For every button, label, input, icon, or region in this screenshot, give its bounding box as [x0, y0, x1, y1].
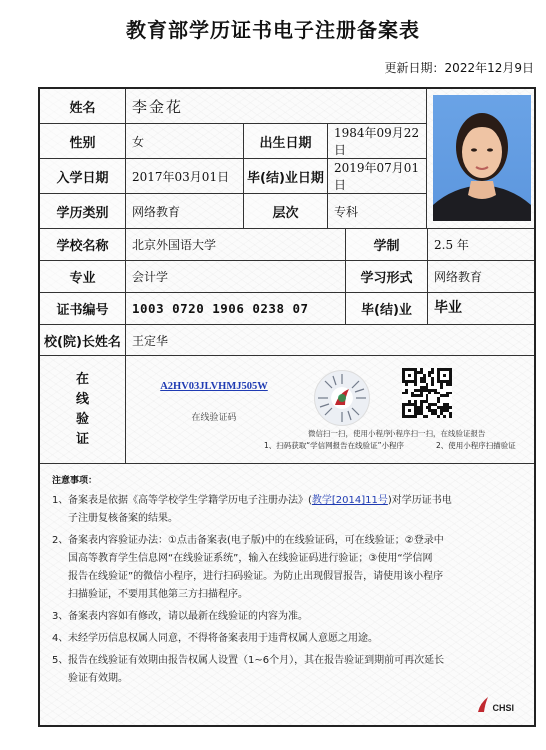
name-label: 姓名 — [40, 89, 126, 124]
mini-program-code-icon — [315, 371, 369, 425]
major-label: 专业 — [40, 261, 126, 293]
note-2-text-d: 扫描验证，不要用其他第三方扫描程序。 — [68, 589, 248, 600]
note-5-number: 5、 — [52, 655, 69, 666]
notes-heading: 注意事项： — [52, 476, 98, 486]
note-1-text-a: 备案表是依据《高等学校学生学籍学历电子注册办法》( — [68, 495, 312, 506]
study-form-value: 网络教育 — [428, 261, 534, 293]
note-2 — [52, 532, 506, 604]
grad-date-label: 毕(结)业日期 — [244, 159, 328, 194]
online-verify-box — [126, 356, 534, 464]
mini-program-code[interactable] — [314, 370, 370, 426]
update-date — [385, 59, 534, 76]
chsi-logo-icon — [476, 695, 490, 713]
study-form-label: 学习形式 — [346, 261, 428, 293]
qr-caption: 小程序扫一扫，在线验证报告 — [388, 429, 486, 438]
chsi-logo-text: CHSI — [492, 703, 514, 713]
verify-code-link[interactable]: A2HV03JLVHMJ505W — [160, 381, 268, 392]
enroll-label: 入学日期 — [40, 159, 126, 194]
note-4-number: 4、 — [52, 633, 69, 644]
principal-value: 王定华 — [126, 325, 534, 356]
note-2-number: 2、 — [52, 535, 69, 546]
grad-status-label: 毕(结)业 — [346, 293, 428, 325]
level-label: 层次 — [244, 194, 328, 229]
note-1-text-b: )对学历证书电 — [387, 495, 452, 506]
note-1-number: 1、 — [52, 495, 69, 506]
notes-section — [40, 464, 534, 725]
edu-type-value: 网络教育 — [126, 194, 244, 229]
step-2-caption: 2、使用小程序扫描验证 — [436, 441, 516, 450]
grad-status-value: 毕业 — [428, 293, 534, 325]
mini-program-caption: 微信扫一扫，使用小程序 — [308, 429, 391, 438]
gender-value: 女 — [126, 124, 244, 159]
portrait-image — [433, 95, 531, 221]
online-verify-label — [40, 356, 126, 464]
duration-label: 学制 — [346, 229, 428, 261]
principal-label: 校(院)长姓名 — [40, 325, 126, 356]
qr-module — [449, 415, 452, 418]
note-2-text-c: 报告在线验证”的微信小程序，进行扫码验证。为防止出现假冒报告，请使用该小程序 — [68, 571, 444, 582]
major-value: 会计学 — [126, 261, 346, 293]
note-3-text: 备案表内容如有修改，请以最新在线验证的内容为准。 — [68, 611, 308, 622]
verify-code-caption: 在线验证码 — [191, 413, 237, 423]
verify-char-4: 证 — [75, 431, 89, 447]
note-4-text: 未经学历信息权属人同意，不得将备案表用于违背权属人意愿之用途。 — [68, 633, 378, 644]
name-value: 李金花 — [126, 89, 427, 124]
document-title: 教育部学历证书电子注册备案表 — [126, 18, 420, 42]
cert-no-label: 证书编号 — [40, 293, 126, 325]
note-2-text-b: 国高等教育学生信息网“在线验证系统”，输入在线验证码进行验证；③使用“学信网 — [68, 553, 433, 564]
note-1-text-c: 子注册复核备案的结果。 — [68, 513, 178, 524]
chsi-logo — [476, 695, 514, 713]
verify-char-1: 在 — [75, 371, 89, 387]
edu-type-label: 学历类别 — [40, 194, 126, 229]
verify-char-2: 线 — [75, 391, 89, 407]
note-2-text-a: 备案表内容验证办法：①点击备案表(电子版)中的在线验证码，可在线验证；②登录中 — [68, 535, 444, 546]
note-5-text-a: 报告在线验证有效期由报告权属人设置（1~6个月），其在报告验证到期前可再次延长 — [68, 655, 445, 666]
enroll-value: 2017年03月01日 — [126, 159, 244, 194]
note-4 — [52, 630, 506, 648]
registration-form — [38, 87, 536, 727]
note-5-text-b: 验证有效期。 — [68, 673, 128, 684]
step-1-caption: 1、扫码获取“学信网报告在线验证”小程序 — [264, 441, 405, 450]
gender-label: 性别 — [40, 124, 126, 159]
note-1 — [52, 492, 506, 528]
update-date-value: 2022年12月9日 — [444, 61, 534, 75]
cert-no-value: 1003 0720 1906 0238 07 — [126, 293, 346, 325]
school-value: 北京外国语大学 — [126, 229, 346, 261]
student-photo — [433, 95, 531, 221]
note-3 — [52, 608, 506, 626]
update-date-label: 更新日期： — [384, 61, 445, 75]
school-label: 学校名称 — [40, 229, 126, 261]
note-5 — [52, 652, 506, 688]
duration-value: 2.5 年 — [428, 229, 534, 261]
verify-qr-code[interactable] — [402, 368, 452, 418]
regulation-link[interactable]: 教学[2014]11号 — [311, 495, 388, 506]
birth-label: 出生日期 — [244, 124, 328, 159]
birth-value: 1984年09月22日 — [328, 124, 427, 159]
level-value: 专科 — [328, 194, 427, 229]
verify-char-3: 验 — [75, 411, 89, 427]
grad-date-value: 2019年07月01日 — [328, 159, 427, 194]
note-3-number: 3、 — [52, 611, 69, 622]
